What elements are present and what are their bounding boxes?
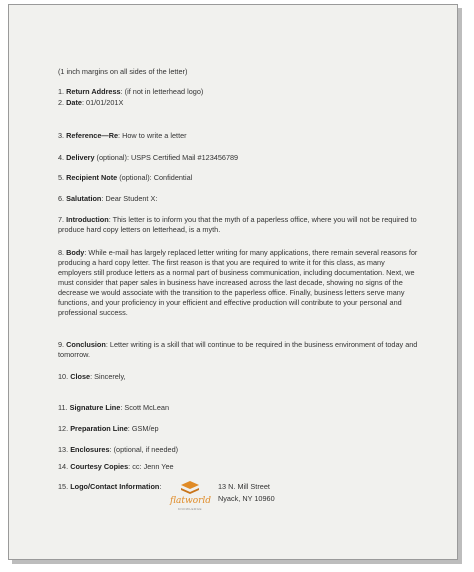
logo-wordmark: flatworld — [170, 496, 212, 506]
flatworld-logo — [170, 480, 210, 514]
item-reference: 3. Reference—Re: How to write a letter — [58, 131, 187, 140]
item-conclusion: 9. Conclusion: Letter writing is a skill that will continue to be required in the business environment of today and tomorrow. — [58, 340, 418, 359]
item-delivery: 4. Delivery (optional): USPS Certified Mail #123456789 — [58, 153, 239, 162]
item-salutation: 6. Salutation: Dear Student X: — [58, 194, 158, 203]
logo-subtitle: KNOWLEDGE — [177, 507, 202, 511]
item-recipient-note: 5. Recipient Note (optional): Confidential — [58, 173, 193, 182]
item-date: 2. Date: 01/01/201X — [58, 98, 124, 107]
item-enclosures: 13. Enclosures: (optional, if needed) — [58, 445, 179, 454]
item-body: 8. Body: While e-mail has largely replaced letter writing for many applications, there remain several reasons for producing a hard copy letter. The first reason is that you are required to write it for this class, as many employers still produce letters as a normal part of business communication, including documentation. Next, we must consider that paper sales in business have increased across the last decade, showing no signs of the decrease we would associate with the transition to the paperless office. Finally, business letters serve many functions, and your proficiency in your efficient and effective production will contribute to your personal and professional success. — [58, 248, 418, 317]
item-logo-contact: 15. Logo/Contact Information: — [58, 482, 162, 491]
address-line-2: Nyack, NY 10960 — [218, 494, 275, 503]
address-line-1: 13 N. Mill Street — [218, 482, 270, 491]
item-signature-line: 11. Signature Line: Scott McLean — [58, 403, 170, 412]
item-introduction: 7. Introduction: This letter is to inform you that the myth of a paperless office, where you will not be required to produce hard copy letters on letterhead, is a myth. — [58, 215, 417, 234]
margins-note: (1 inch margins on all sides of the letter) — [58, 67, 188, 76]
item-courtesy-copies: 14. Courtesy Copies: cc: Jenn Yee — [58, 462, 174, 471]
book-icon — [180, 480, 200, 496]
item-preparation-line: 12. Preparation Line: GSM/ep — [58, 424, 159, 433]
item-return-address: 1. Return Address: (if not in letterhead logo) — [58, 87, 204, 96]
item-close: 10. Close: Sincerely, — [58, 372, 126, 381]
